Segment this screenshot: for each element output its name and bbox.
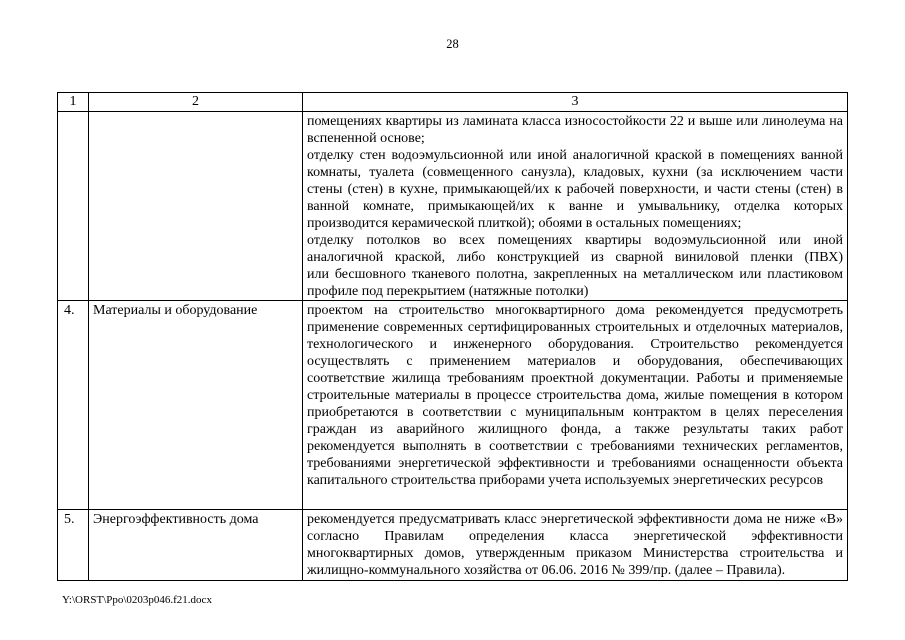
paragraph: рекомендуется предусматривать класс энергетической эффективности дома не ниже «В» согласно Правилам определения класса энергетической эффективности многоквартирных домов, утвержденным приказом Министерства строительства и жилищно-коммунального хозяйства от 06.06. 2016 № 399/пр. (далее – Правила). [307, 512, 843, 578]
table-row-energy-efficiency [58, 510, 848, 581]
row-title-cell: Материалы и оборудование [89, 301, 303, 510]
table-header-row [58, 93, 848, 112]
paragraph: отделку стен водоэмульсионной или иной аналогичной краской в помещениях ванной комнаты, туалета (совмещенного санузла), кладовых, кухни (за исключением части стены (стен) в кухне, примыкающей/их к рабочей поверхности, и части стены (стен) в ванной комнате, примыкающей/их к ванне и умывальнику, отделка которых производится керамической плиткой); обоями в остальных помещениях; [307, 148, 843, 231]
row-content-cell [303, 301, 848, 510]
requirements-table [57, 92, 848, 581]
column-header-2: 2 [89, 93, 303, 112]
row-content-cell [303, 112, 848, 301]
column-header-3: 3 [303, 93, 848, 112]
paragraph: помещениях квартиры из ламината класса износостойкости 22 и выше или линолеума на вспененной основе; [307, 114, 843, 146]
table-row-materials [58, 301, 848, 510]
paragraph: отделку потолков во всех помещениях квартиры водоэмульсионной или иной аналогичной краской, либо конструкцией из сварной виниловой пленки (ПВХ) или бесшовного тканевого полотна, закрепленных на металлическом или пластиковом профиле под перекрытием (натяжные потолки) [307, 233, 843, 299]
footer-file-path: Y:\ORST\Ppo\0203p046.f21.docx [62, 594, 212, 606]
row-title-cell: Энергоэффективность дома [89, 510, 303, 581]
table-row-continuation [58, 112, 848, 301]
column-header-1: 1 [58, 93, 89, 112]
paragraph: проектом на строительство многоквартирного дома рекомендуется предусмотреть применение современных сертифицированных строительных и отделочных материалов, технологического и инженерного оборудования. Строительство рекомендуется осуществлять с применением материалов и оборудования, обеспечивающих соответствие жилища требованиям проектной документации. Работы и применяемые строительные материалы в процессе строительства дома, жилые помещения в котором приобретаются в соответствии с муниципальным контрактом в целях переселения граждан из аварийного жилищного фонда, а также результаты таких работ рекомендуется выполнять в соответствии с требованиями технических регламентов, требованиями энергетической эффективности и требованиями оснащенности объекта капитального строительства приборами учета используемых энергетических ресурсов [307, 303, 843, 488]
row-number-cell [58, 112, 89, 301]
row-number-cell: 4. [58, 301, 89, 510]
row-number-cell: 5. [58, 510, 89, 581]
row-content-cell [303, 510, 848, 581]
page-number: 28 [446, 37, 459, 51]
row-title-cell [89, 112, 303, 301]
